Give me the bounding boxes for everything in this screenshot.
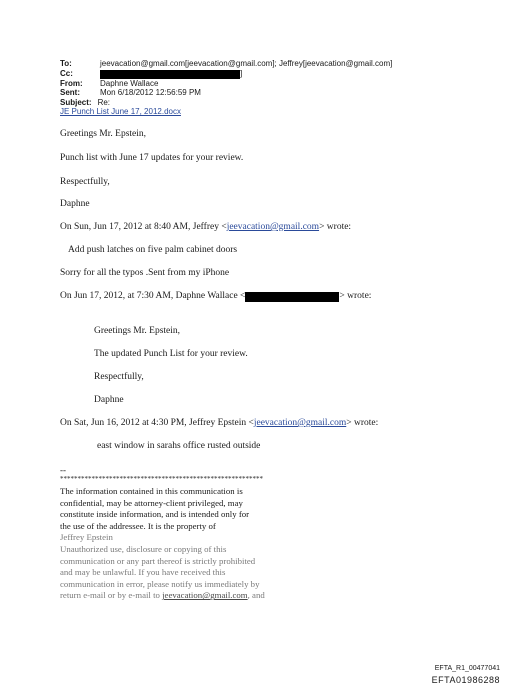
- cc-row: Cc: ]: [60, 68, 243, 78]
- disclaimer-line: Unauthorized use, disclosure or copying of this: [60, 543, 227, 554]
- document-id-secondary: EFTA01986288: [431, 675, 500, 685]
- from-value: Daphne Wallace: [100, 78, 159, 88]
- reply-header-1: On Sun, Jun 17, 2012 at 8:40 AM, Jeffrey <jeevacation@gmail.com> wrote:: [60, 222, 352, 232]
- to-label: To:: [60, 59, 72, 68]
- disclaimer-line: return e-mail or by e-mail to jeevacation@gmail.com, and: [60, 590, 265, 601]
- disclaimer-line: and may be unlawful. If you have received this: [60, 567, 226, 578]
- email-link[interactable]: jeevacation@gmail.com: [253, 418, 347, 428]
- subject-row: [60, 98, 392, 108]
- sent-label: Sent:: [60, 88, 80, 98]
- signature-dash: --: [60, 465, 66, 475]
- cc-label: Cc:: [60, 68, 73, 78]
- from-label: From:: [60, 78, 83, 88]
- attachment-link[interactable]: JE Punch List June 17, 2012.docx: [60, 107, 181, 116]
- quoted-greeting: Greetings Mr. Epstein,: [94, 326, 181, 336]
- to-value: jeevacation@gmail.com[jeevacation@gmail.com]; Jeffrey[jeevacation@gmail.com]: [100, 59, 393, 68]
- to-row: [60, 59, 392, 69]
- reply-header-2: On Jun 17, 2012, at 7:30 AM, Daphne Wallace < > wrote:: [60, 291, 372, 301]
- typos-note: Sorry for all the typos .Sent from my iPhone: [60, 268, 230, 278]
- email-link[interactable]: jeevacation@gmail.com: [162, 590, 248, 601]
- quoted-signature: Daphne: [94, 395, 124, 405]
- subject-label: Subject:: [60, 97, 92, 107]
- star-separator: **********************************************************: [60, 475, 263, 483]
- reply-text-1: Add push latches on five palm cabinet doors: [68, 245, 238, 255]
- redaction-bar: [245, 292, 339, 302]
- greeting: Greetings Mr. Epstein,: [60, 129, 147, 139]
- disclaimer-line: communication or any part thereof is strictly prohibited: [60, 555, 256, 566]
- disclaimer-line: The information contained in this communication is: [60, 486, 243, 496]
- reply-header-3: On Sat, Jun 16, 2012 at 4:30 PM, Jeffrey Epstein <jeevacation@gmail.com> wrote:: [60, 418, 379, 428]
- sent-row: [60, 88, 392, 98]
- quoted-line: The updated Punch List for your review.: [94, 349, 248, 359]
- subject-value: Re:: [97, 97, 111, 107]
- document-id: EFTA_R1_00477041: [434, 665, 500, 672]
- disclaimer-line: constitute inside information, and is intended only for: [60, 509, 250, 520]
- from-row: [60, 79, 392, 89]
- email-link[interactable]: jeevacation@gmail.com: [226, 222, 320, 232]
- disclaimer-line: Jeffrey Epstein: [60, 532, 113, 543]
- reply-text-3: east window in sarahs office rusted outside: [97, 441, 261, 451]
- disclaimer-line: confidential, may be attorney-client privileged, may: [60, 497, 243, 508]
- sent-value: Mon 6/18/2012 12:56:59 PM: [100, 88, 201, 98]
- email-header: [60, 59, 392, 107]
- signature: Daphne: [60, 199, 90, 209]
- closing: Respectfully,: [60, 177, 110, 187]
- disclaimer-line: communication in error, please notify us immediately by: [60, 578, 260, 589]
- disclaimer: [60, 486, 265, 602]
- disclaimer-line: the use of the addressee. It is the property of: [60, 520, 216, 531]
- redaction-bar: [100, 70, 240, 79]
- quoted-closing: Respectfully,: [94, 372, 144, 382]
- body-line: Punch list with June 17 updates for your review.: [60, 153, 244, 163]
